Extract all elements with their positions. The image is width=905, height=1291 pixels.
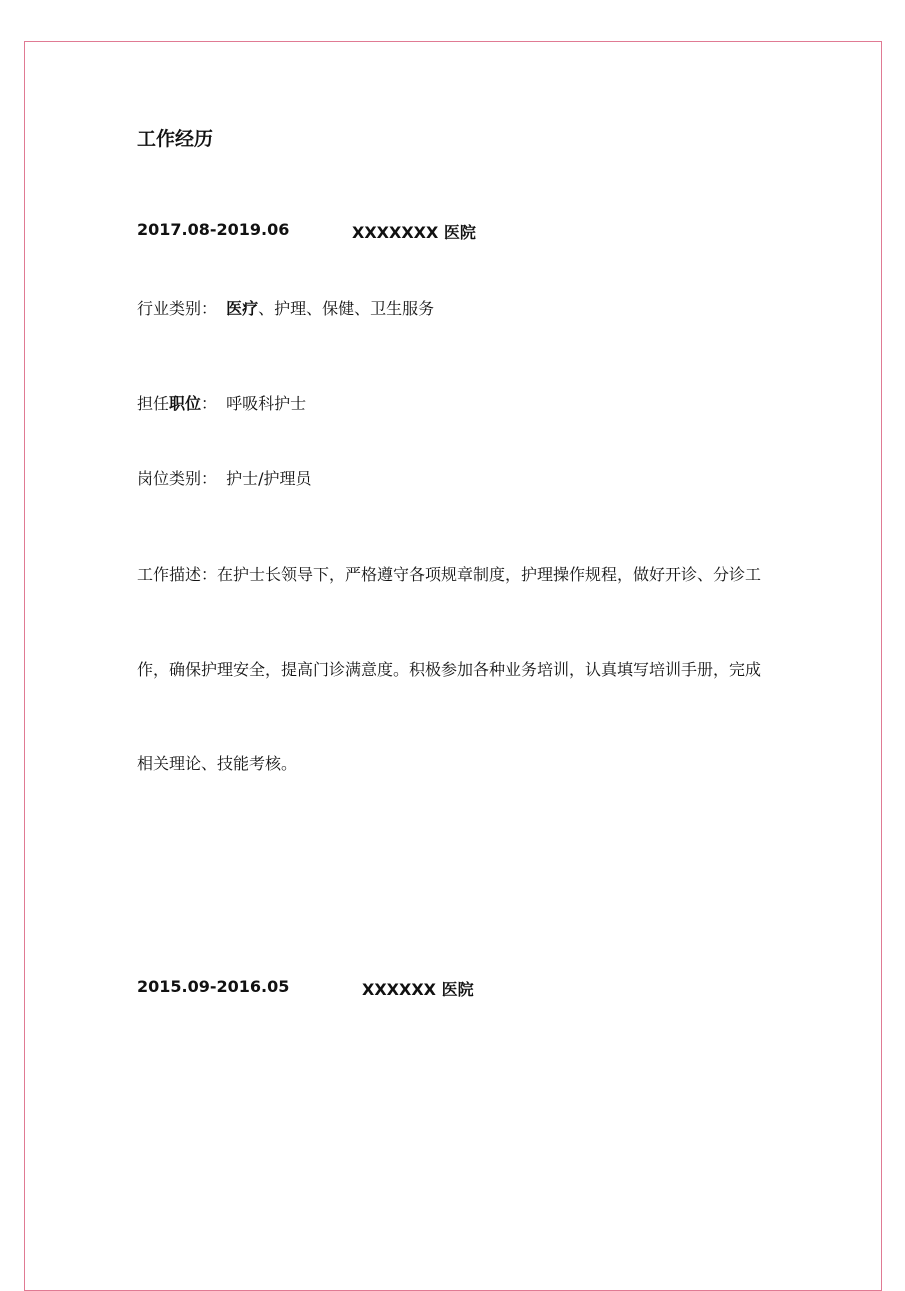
position-value: 呼吸科护士 bbox=[226, 394, 307, 413]
description-line: 作，确保护理安全，提高门诊满意度。积极参加各种业务培训，认真填写培训手册，完成 bbox=[137, 660, 762, 679]
job-organization: XXXXXXX 医院 bbox=[352, 223, 476, 242]
position-label-highlight: 职位 bbox=[169, 394, 202, 413]
industry-value: 、护理、保健、卫生服务 bbox=[258, 299, 435, 318]
category-row bbox=[137, 466, 312, 489]
position-row bbox=[137, 391, 306, 414]
job-organization: XXXXXX 医院 bbox=[362, 980, 474, 999]
category-value: 护士/护理员 bbox=[226, 469, 312, 488]
description-text: 在护士长领导下，严格遵守各项规章制度，护理操作规程，做好开诊、分诊工 bbox=[217, 565, 762, 584]
description-label: 工作描述： bbox=[137, 565, 218, 584]
industry-label: 行业类别： bbox=[137, 299, 218, 318]
industry-row bbox=[137, 296, 434, 319]
description-line: 相关理论、技能考核。 bbox=[137, 754, 298, 773]
position-label-prefix: 担任 bbox=[137, 394, 170, 413]
job-period: 2015.09-2016.05 bbox=[137, 977, 290, 996]
position-label-colon: ： bbox=[201, 394, 218, 413]
industry-value-highlight: 医疗 bbox=[226, 299, 259, 318]
section-title: 工作经历 bbox=[137, 128, 214, 150]
job-period: 2017.08-2019.06 bbox=[137, 220, 290, 239]
category-label: 岗位类别： bbox=[137, 469, 218, 488]
description-line bbox=[137, 562, 761, 585]
